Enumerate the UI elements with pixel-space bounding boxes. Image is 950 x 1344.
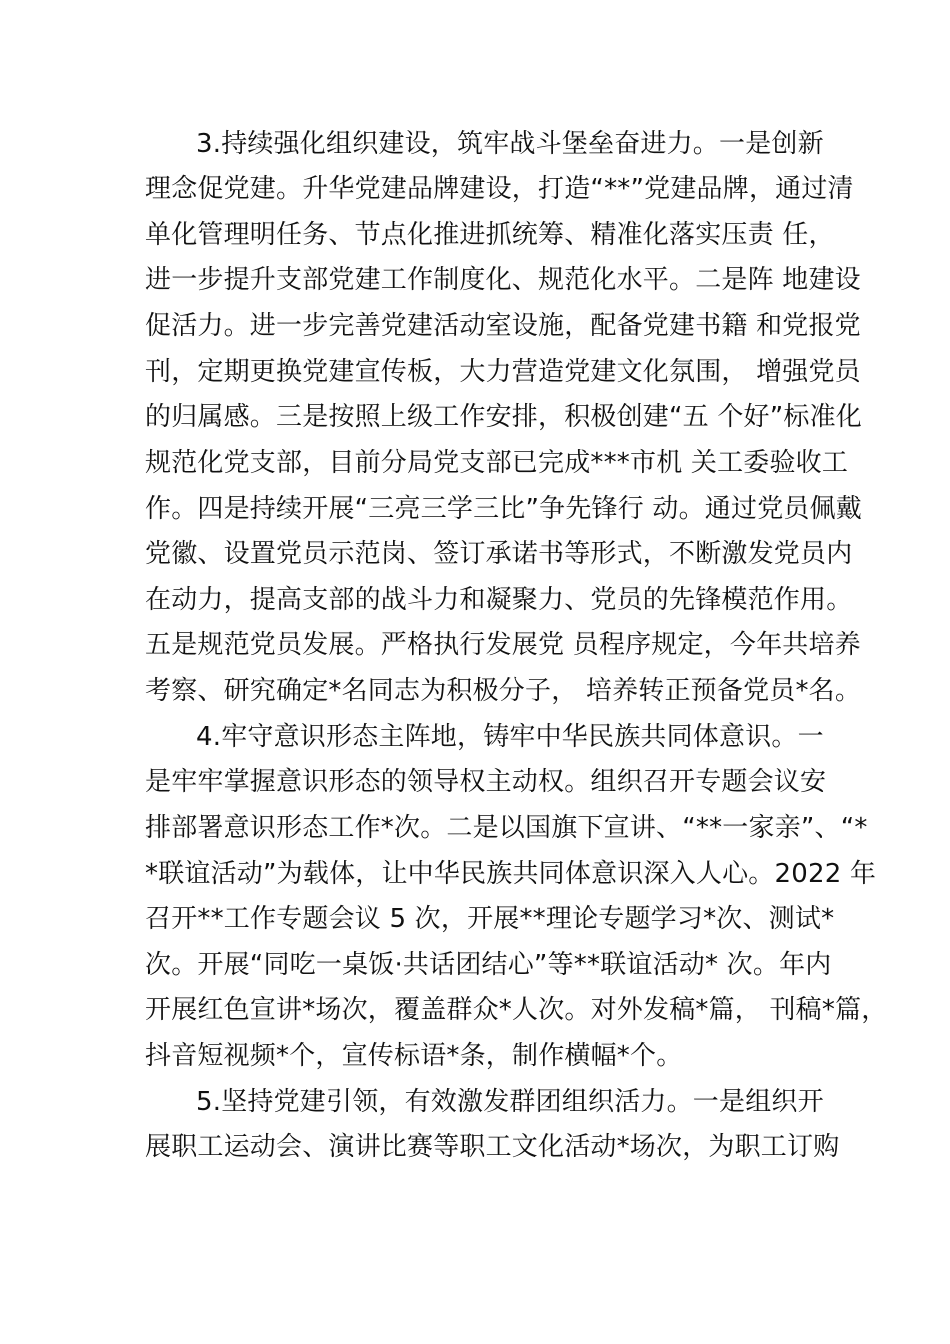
text-line: 刊，定期更换党建宣传板，大力营造党建文化氛围， 增强党员 [145, 357, 861, 387]
text-line: *联谊活动”为载体，让中华民族共同体意识深入人心。2022 年 [145, 859, 877, 889]
text-line: 的归属感。三是按照上级工作安排，积极创建“五 个好”标准化 [145, 402, 863, 432]
text-line: 排部署意识形态工作*次。二是以国旗下宣讲、“**一家亲”、“* [145, 813, 868, 843]
text-line: 次。开展“同吃一桌饭·共话团结心”等**联谊活动* 次。年内 [145, 950, 832, 980]
text-line: 考察、研究确定*名同志为积极分子， 培养转正预备党员*名。 [145, 676, 862, 706]
paragraph-5-heading-line: 5.坚持党建引领，有效激发群团组织活力。一是组织开 [196, 1087, 824, 1117]
text-line: 五是规范党员发展。严格执行发展党 员程序规定，今年共培养 [145, 630, 861, 660]
text-line: 作。四是持续开展“三亮三学三比”争先锋行 动。通过党员佩戴 [145, 494, 863, 524]
text-line: 规范化党支部，目前分局党支部已完成***市机 关工委验收工 [145, 448, 849, 478]
text-line: 召开**工作专题会议 5 次，开展**理论专题学习*次、测试* [145, 904, 835, 934]
text-line: 进一步提升支部党建工作制度化、规范化水平。二是阵 地建设 [145, 265, 861, 295]
text-line: 是牢牢掌握意识形态的领导权主动权。组织召开专题会议安 [145, 767, 827, 797]
paragraph-4-heading-line: 4.牢守意识形态主阵地，铸牢中华民族共同体意识。一 [196, 722, 824, 752]
text-line: 促活力。进一步完善党建活动室设施，配备党建书籍 和党报党 [145, 311, 861, 341]
paragraph-3-heading-line: 3.持续强化组织建设，筑牢战斗堡垒奋进力。一是创新 [196, 129, 824, 159]
text-line: 在动力，提高支部的战斗力和凝聚力、党员的先锋模范作用。 [145, 585, 853, 615]
text-line: 单化管理明任务、节点化推进抓统筹、精准化落实压责 任， [145, 220, 835, 250]
text-line: 开展红色宣讲*场次，覆盖群众*人次。对外发稿*篇， 刊稿*篇， [145, 995, 888, 1025]
text-line: 抖音短视频*个，宣传标语*条，制作横幅*个。 [145, 1041, 683, 1071]
text-line: 理念促党建。升华党建品牌建设，打造“**”党建品牌，通过清 [145, 174, 854, 204]
text-line: 党徽、设置党员示范岗、签订承诺书等形式，不断激发党员内 [145, 539, 853, 569]
text-line: 展职工运动会、演讲比赛等职工文化活动*场次，为职工订购 [145, 1132, 840, 1162]
